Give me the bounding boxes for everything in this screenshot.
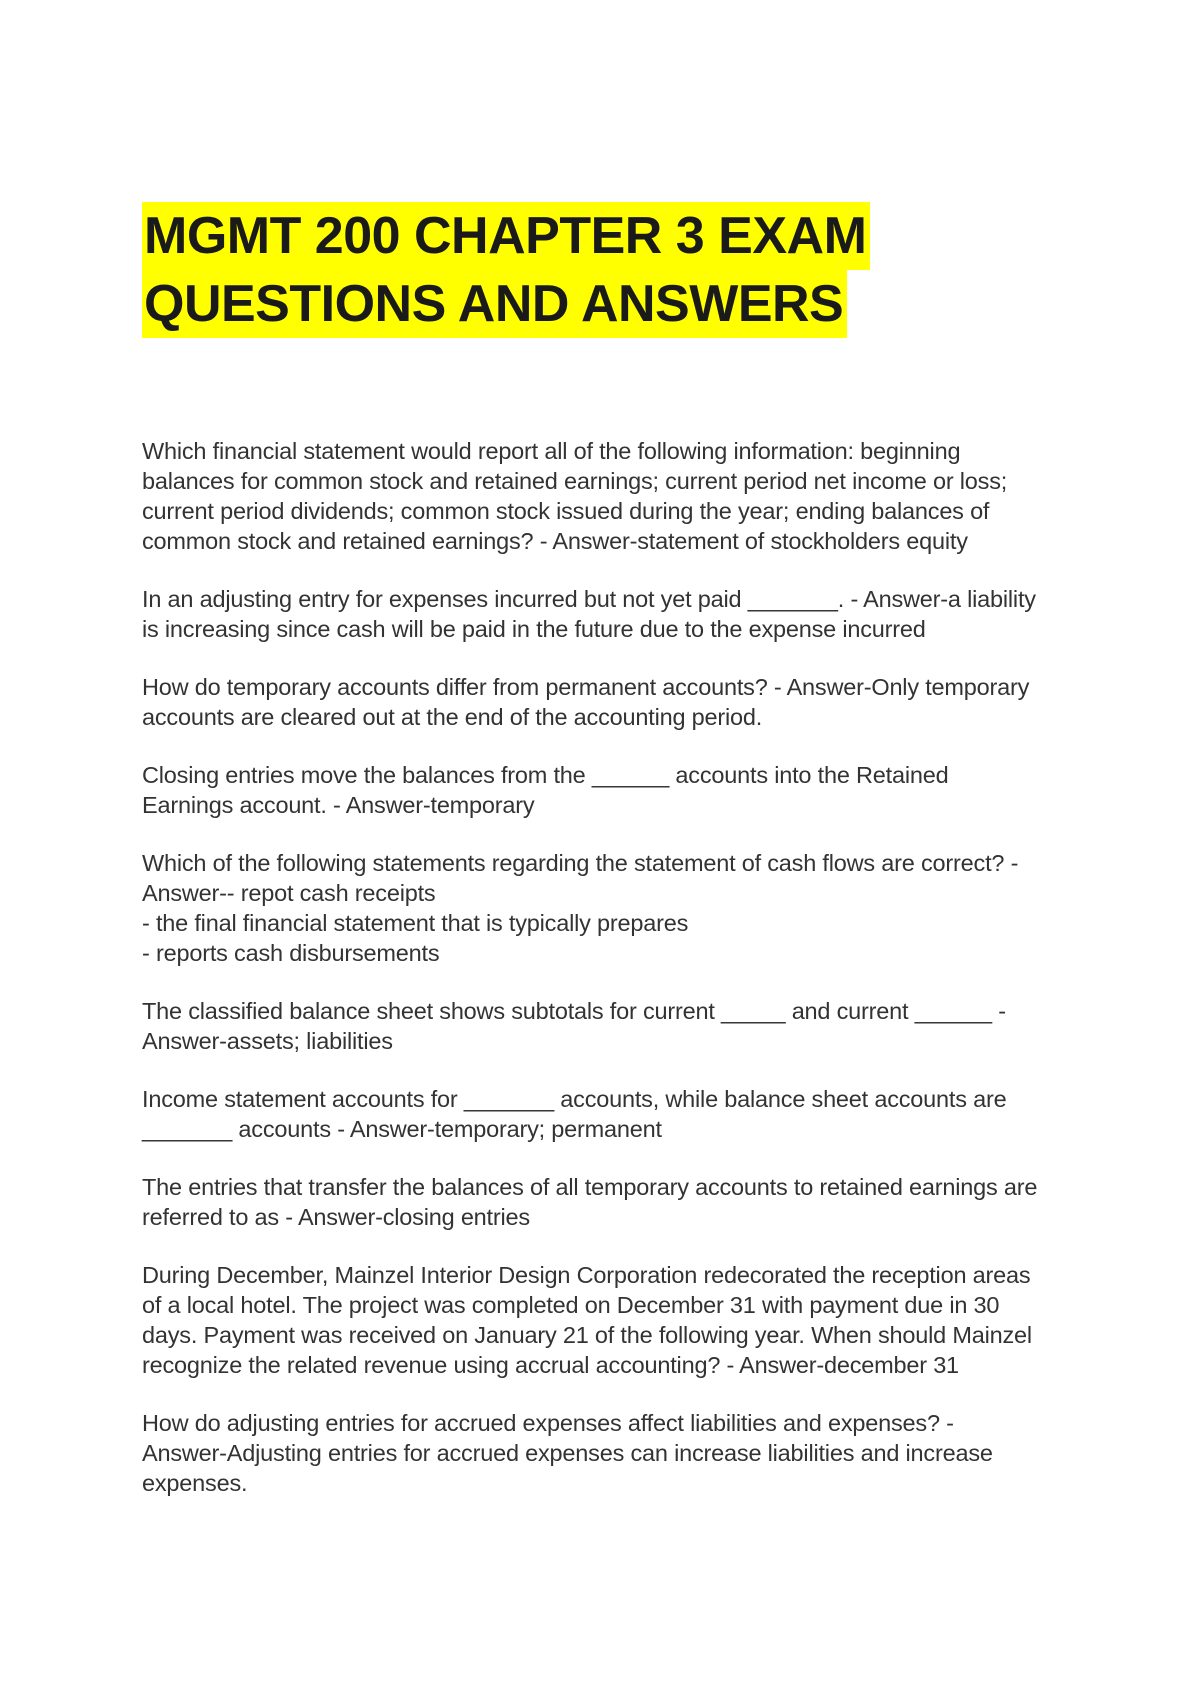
qa-line: expenses. [142,1470,248,1496]
qa-line: Answer-assets; liabilities [142,1028,393,1054]
qa-item [142,1260,1072,1380]
qa-item [142,1172,1072,1232]
qa-line: recognize the related revenue using accrual accounting? - Answer-december 31 [142,1352,959,1378]
qa-line: Answer-Adjusting entries for accrued expenses can increase liabilities and increase [142,1440,993,1466]
qa-line: How do adjusting entries for accrued expenses affect liabilities and expenses? - [142,1410,954,1436]
qa-item [142,436,1072,556]
qa-item [142,848,1072,968]
qa-line: Which financial statement would report all of the following information: beginning [142,438,961,464]
qa-line: Answer-- repot cash receipts [142,880,436,906]
qa-item [142,672,1072,732]
qa-list [142,436,1072,1526]
qa-item [142,996,1072,1056]
qa-line: current period dividends; common stock issued during the year; ending balances of [142,498,990,524]
title-line: QUESTIONS AND ANSWERS [142,270,847,338]
document-title [142,202,1042,338]
qa-line: - the final financial statement that is typically prepares [142,910,689,936]
qa-line: accounts are cleared out at the end of the accounting period. [142,704,763,730]
qa-line: - reports cash disbursements [142,940,440,966]
qa-line: In an adjusting entry for expenses incurred but not yet paid _______. - Answer-a liability [142,586,1036,612]
qa-item [142,1084,1072,1144]
qa-line: Which of the following statements regarding the statement of cash flows are correct? - [142,850,1019,876]
qa-line: Earnings account. - Answer-temporary [142,792,535,818]
qa-item [142,1408,1072,1498]
qa-line: is increasing since cash will be paid in the future due to the expense incurred [142,616,926,642]
qa-item [142,584,1072,644]
qa-line: _______ accounts - Answer-temporary; permanent [142,1116,662,1142]
qa-item [142,760,1072,820]
qa-line: The entries that transfer the balances of all temporary accounts to retained earnings are [142,1174,1038,1200]
qa-line: referred to as - Answer-closing entries [142,1204,530,1230]
qa-line: Closing entries move the balances from the ______ accounts into the Retained [142,762,949,788]
qa-line: common stock and retained earnings? - Answer-statement of stockholders equity [142,528,968,554]
qa-line: During December, Mainzel Interior Design Corporation redecorated the reception areas [142,1262,1031,1288]
qa-line: days. Payment was received on January 21 of the following year. When should Mainzel [142,1322,1032,1348]
title-line: MGMT 200 CHAPTER 3 EXAM [142,202,870,270]
qa-line: of a local hotel. The project was completed on December 31 with payment due in 30 [142,1292,1000,1318]
qa-line: balances for common stock and retained earnings; current period net income or loss; [142,468,1008,494]
qa-line: The classified balance sheet shows subtotals for current _____ and current ______ - [142,998,1006,1024]
qa-line: Income statement accounts for _______ accounts, while balance sheet accounts are [142,1086,1007,1112]
qa-line: How do temporary accounts differ from permanent accounts? - Answer-Only temporary [142,674,1030,700]
